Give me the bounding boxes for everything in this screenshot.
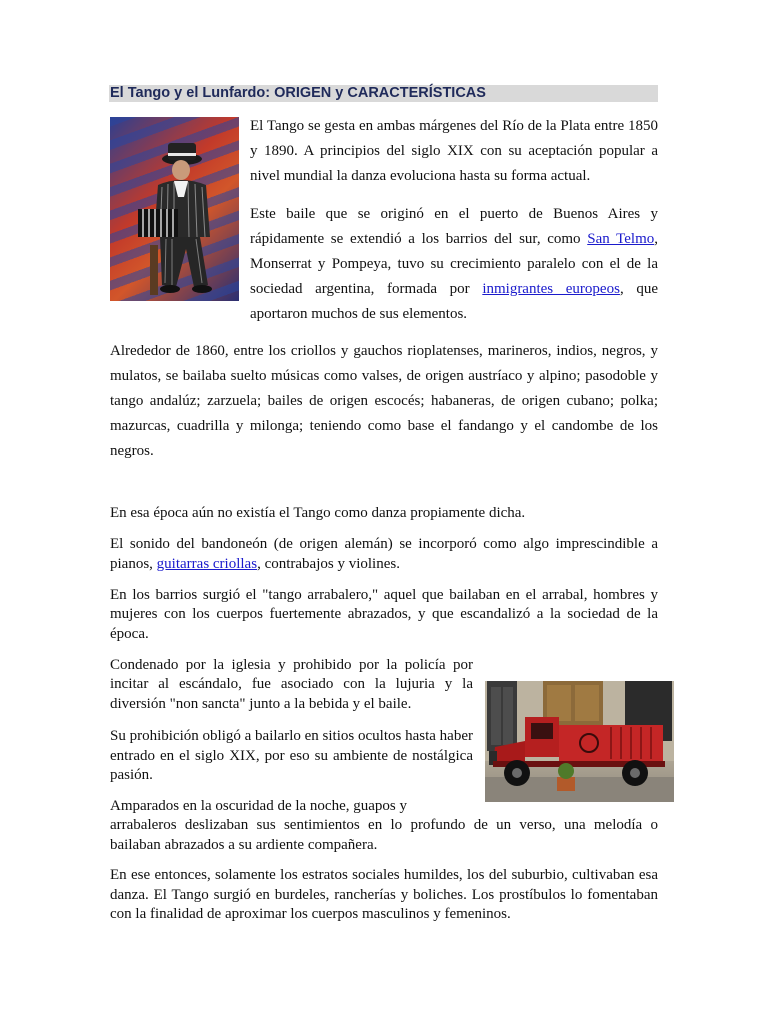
paragraph-bandoneon-text-2: , contrabajos y violines.	[257, 555, 400, 572]
paragraph-spread-text-2: , Monserrat y Pompeya, tuvo su crecimiento paralelo con el de la sociedad argentina, formada por	[250, 231, 658, 297]
paragraph-music-styles: Alrededor de 1860, entre los criollos y gauchos rioplatenses, marineros, indios, negros, y mulatos, se bailaba suelto músicas como valses, de origen austríaco y alpino; pasodoble y tango andalúz; zarzuela; bailes de origen escocés; habaneras, de origen cubano; polka; mazurcas, cuadrilla y milonga; teniendo como base el fandango y el candombe de los negros.	[110, 343, 658, 459]
paragraph-tango-arrabalero: En los barrios surgió el "tango arrabalero," aquel que bailaban en el arrabal, hombres y mujeres con los cuerpos fuertemente abrazados, y que escandalizó a la sociedad de la época.	[110, 586, 658, 642]
paragraph-prohibition: Su prohibición obligó a bailarlo en sitios ocultos hasta haber entrado en el siglo XIX, por eso su ambiente de nostálgica pasión.	[110, 728, 473, 783]
link-san-telmo[interactable]: San Telmo	[587, 231, 655, 247]
paragraph-condemned-text: Condenado por la iglesia y prohibido por la policía por incitar al escándalo, fue asociado con la lujuria y la diversión "non sancta" junto a la bebida y el baile.	[110, 656, 473, 712]
night-block	[110, 816, 658, 925]
red-truck-image	[485, 681, 674, 802]
paragraph-bandoneon	[110, 535, 658, 574]
link-inmigrantes-europeos[interactable]: inmigrantes europeos	[482, 281, 620, 297]
paragraph-spread-text-3: , que aportaron muchos de sus elementos.	[250, 281, 658, 322]
paragraph-humble-classes: En ese entonces, solamente los estratos sociales humildes, los del suburbio, cultivaban esa danza. El Tango surgió en burdeles, rancherías y boliches. Los prostíbulos lo fomentaban con la finalidad de aproximar los cuerpos masculinos y femeninos.	[110, 867, 658, 922]
paragraph-spread-text-1: Este baile que se originó en el puerto de Buenos Aires y rápidamente se extendió a los barrios del sur, como	[250, 206, 658, 247]
intro-section	[110, 114, 658, 464]
paragraph-night-rest: arrabaleros deslizaban sus sentimientos en lo profundo de un verso, una melodía o bailaban abrazados a su ardiente compañera.	[110, 817, 658, 853]
paragraph-night-intro: Amparados en la oscuridad de la noche, guapos y	[110, 797, 407, 814]
page-title: El Tango y el Lunfardo: ORIGEN y CARACTERÍSTICAS	[109, 85, 658, 102]
paragraph-night-first	[110, 797, 473, 817]
link-guitarras-criollas[interactable]: guitarras criollas	[156, 555, 258, 572]
prohibition-block	[110, 727, 473, 816]
paragraph-no-tango-yet: En esa época aún no existía el Tango como danza propiamente dicha.	[110, 505, 526, 521]
bandoneon-player-illustration	[110, 117, 239, 301]
red-truck-illustration	[485, 681, 674, 802]
paragraph-origin: El Tango se gesta en ambas márgenes del Río de la Plata entre 1850 y 1890. A principios del siglo XIX con su aceptación popular a nivel mundial la danza evoluciona hasta su forma actual.	[250, 118, 658, 184]
paragraph-bandoneon-text-1: El sonido del bandoneón (de origen alemán) se incorporó como algo imprescindible a pianos,	[110, 536, 658, 572]
bandoneon-player-image	[110, 117, 239, 301]
